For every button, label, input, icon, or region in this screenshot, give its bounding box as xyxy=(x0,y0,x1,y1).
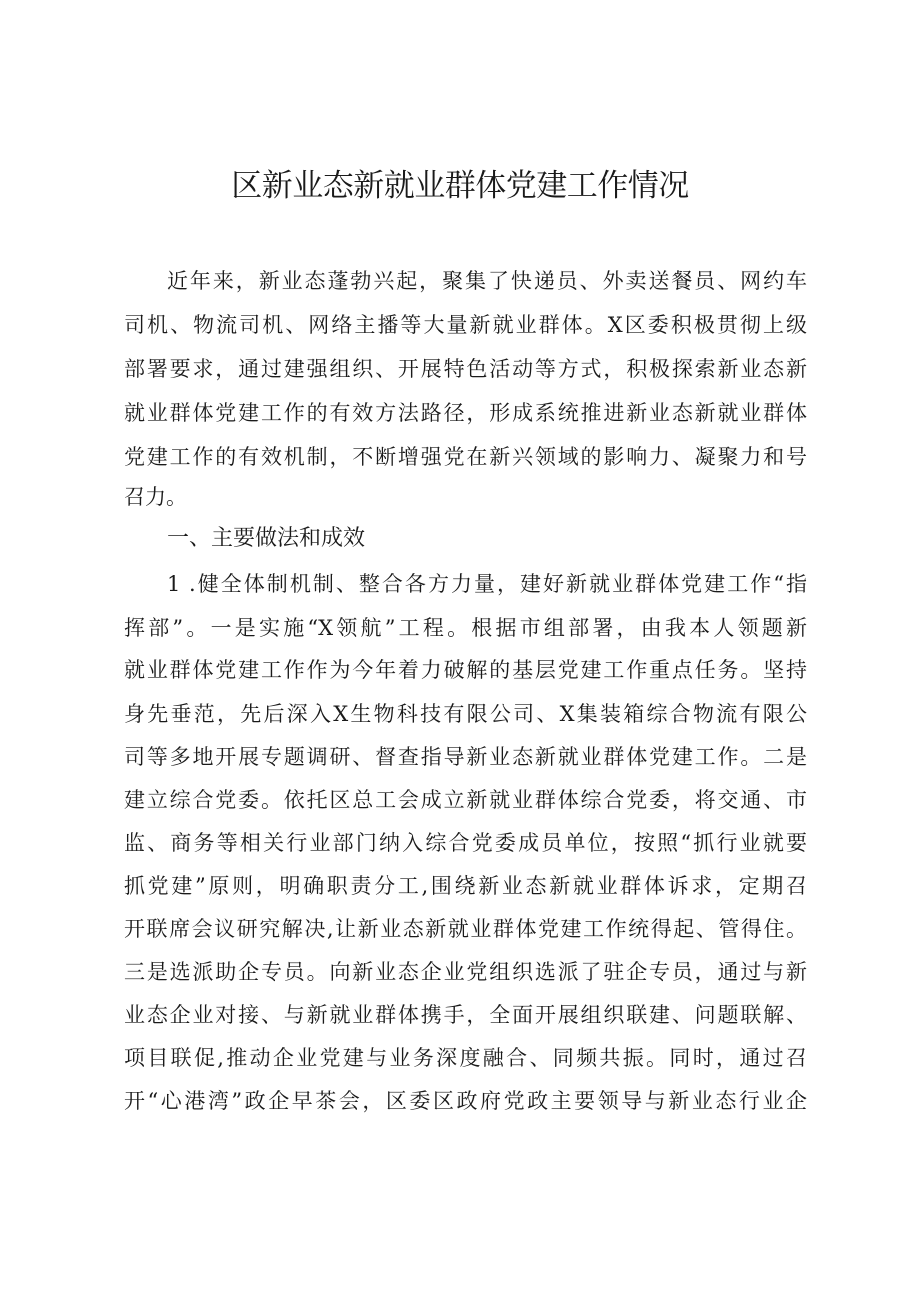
body-line: 开联席会议研究解决,让新业态新就业群体党建工作统得起、管得住。 xyxy=(124,917,807,941)
body-line: 三是选派助企专员。向新业态企业党组织选派了驻企专员，通过与新 xyxy=(124,960,807,984)
intro-line: 司机、物流司机、网络主播等大量新就业群体。X区委积极贯彻上级 xyxy=(124,313,807,337)
intro-line: 党建工作的有效机制，不断增强党在新兴领域的影响力、凝聚力和号 xyxy=(124,445,807,469)
body-line: 就业群体党建工作作为今年着力破解的基层党建工作重点任务。坚持 xyxy=(124,658,807,682)
intro-line: 近年来，新业态蓬勃兴起，聚集了快递员、外卖送餐员、网约车 xyxy=(167,269,807,293)
intro-line: 召力。 xyxy=(124,485,187,509)
body-line: 建立综合党委。依托区总工会成立新就业群体综合党委，将交通、市 xyxy=(124,788,807,812)
body-line: 挥部”。一是实施“X领航”工程。根据市组部署，由我本人领题新 xyxy=(124,616,807,640)
body-line: 开“心港湾”政企早茶会，区委区政府党政主要领导与新业态行业企 xyxy=(124,1089,807,1113)
section-heading: 一、主要做法和成效 xyxy=(167,526,366,551)
body-line: 抓党建”原则，明确职责分工,围绕新业态新就业群体诉求，定期召 xyxy=(124,874,807,898)
body-line: 业态企业对接、与新就业群体携手，全面开展组织联建、问题联解、 xyxy=(124,1003,807,1027)
intro-line: 就业群体党建工作的有效方法路径，形成系统推进新业态新就业群体 xyxy=(124,401,807,425)
body-line: 监、商务等相关行业部门纳入综合党委成员单位，按照“抓行业就要 xyxy=(124,831,807,855)
body-line: 项目联促,推动企业党建与业务深度融合、同频共振。同时，通过召 xyxy=(124,1046,807,1070)
body-line: 司等多地开展专题调研、督查指导新业态新就业群体党建工作。二是 xyxy=(124,745,807,769)
document-title: 区新业态新就业群体党建工作情况 xyxy=(231,168,689,204)
body-line: 1 .健全体制机制、整合各方力量，建好新就业群体党建工作“指 xyxy=(167,572,807,596)
intro-line: 部署要求，通过建强组织、开展特色活动等方式，积极探索新业态新 xyxy=(124,357,807,381)
body-line: 身先垂范，先后深入X生物科技有限公司、X集装箱综合物流有限公 xyxy=(124,702,807,726)
